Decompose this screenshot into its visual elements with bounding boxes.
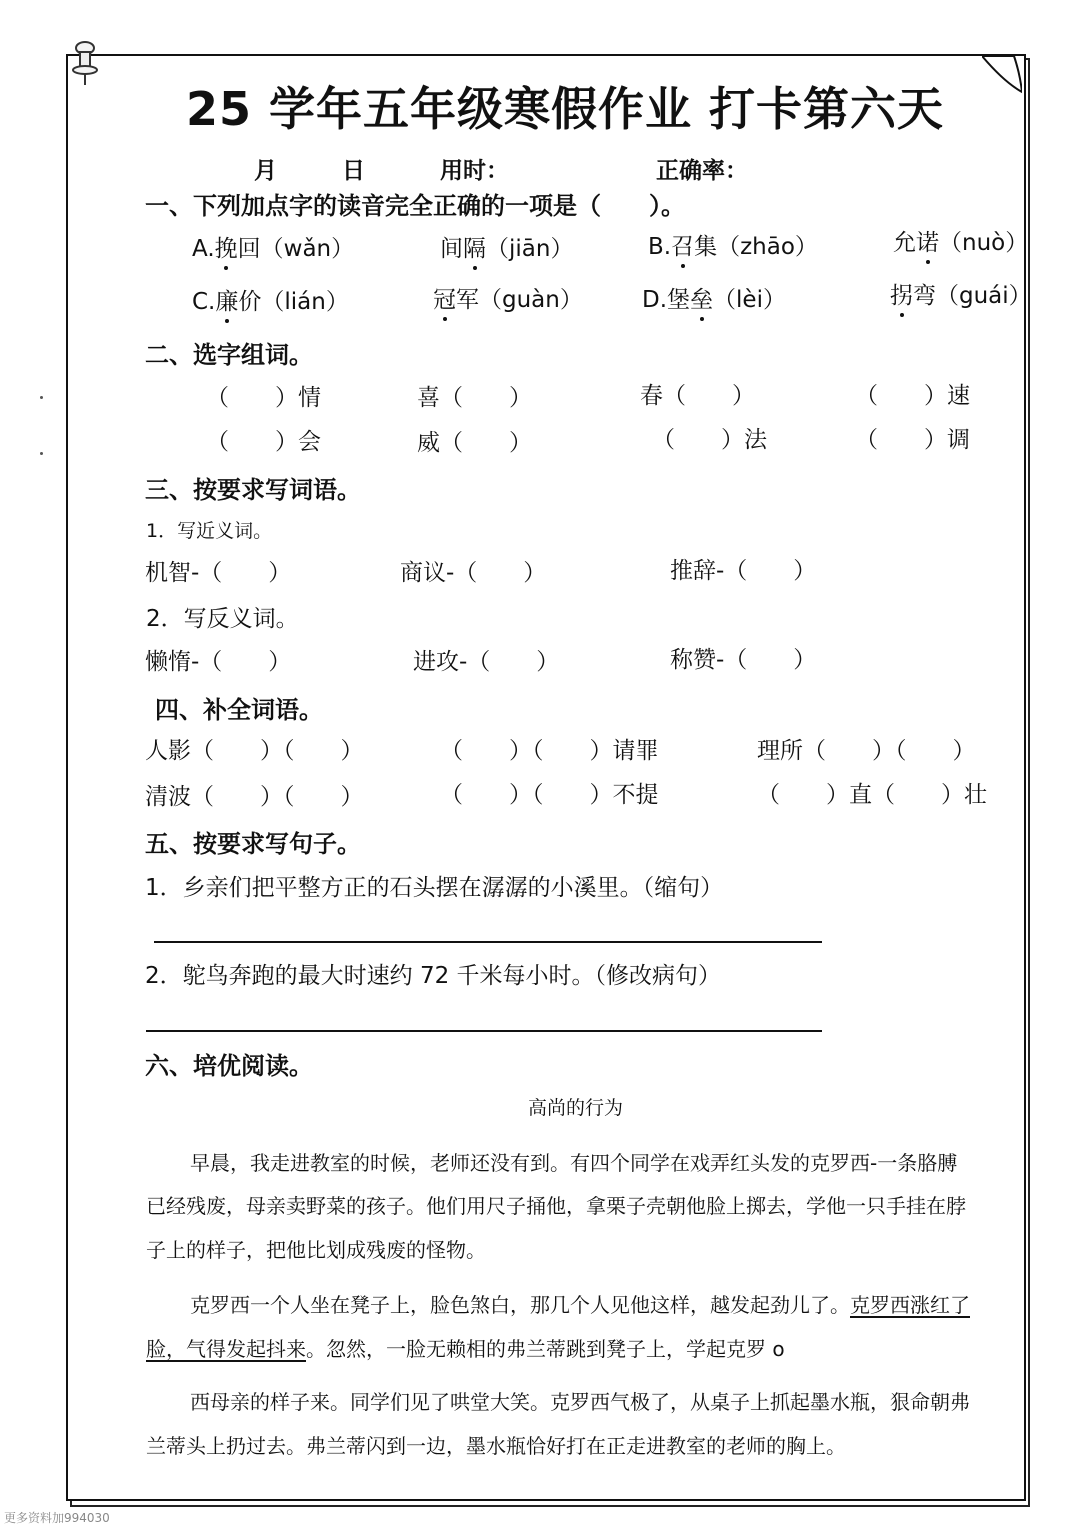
idiom-blank: 清波（ ）（ ） <box>145 784 364 810</box>
underlined-text: 脸，气得发起抖来 <box>146 1337 306 1361</box>
dotted-char: 诺 <box>916 230 939 256</box>
section-1-heading: 一、下列加点字的读音完全正确的一项是（ ）。 <box>145 192 685 220</box>
idiom-blank: （ ）（ ）请罪 <box>440 738 659 764</box>
paragraph-line: 早晨，我走进教室的时候，老师还没有到。有四个同学在戏弄红头发的克罗西-一条胳膊 <box>190 1151 958 1175</box>
sentence-text: 克罗西一个人坐在凳子上，脸色煞白，那几个人见他这样，越发起劲儿了。 <box>190 1293 850 1317</box>
option-d-word1 <box>642 289 786 312</box>
accuracy-label: 正确率： <box>656 158 748 184</box>
option-c-word1 <box>192 291 349 314</box>
watermark-text: 更多资料加994030 <box>4 1511 110 1525</box>
day-label: 日 <box>342 158 365 184</box>
section-6-heading: 六、培优阅读。 <box>145 1052 313 1080</box>
word-rest: 回（wǎn） <box>237 236 355 262</box>
antonym-item: 称赞-（ ） <box>670 647 817 673</box>
option-b-word1 <box>648 236 818 259</box>
fill-blank: 喜（ ） <box>417 385 532 411</box>
sentence-question-2: 2．鸵鸟奔跑的最大时速约 72 千米每小时。（修改病句） <box>145 963 722 989</box>
time-label: 用时： <box>440 158 509 184</box>
paragraph-line: 西母亲的样子来。同学们见了哄堂大笑。克罗西气极了，从桌子上抓起墨水瓶，狠命朝弗 <box>190 1390 970 1414</box>
antonym-item: 进攻-（ ） <box>413 649 560 675</box>
option-d-word2 <box>890 285 1032 308</box>
word-rest: 价（lián） <box>238 289 349 315</box>
option-a-word2 <box>440 238 573 261</box>
page-title: 25 学年五年级寒假作业 打卡第六天 <box>186 82 945 136</box>
dotted-char: 垒 <box>690 287 714 313</box>
paragraph-line: 兰蒂头上扔过去。弗兰蒂闪到一边，墨水瓶恰好打在正走进教室的老师的胸上。 <box>146 1434 846 1458</box>
option-label: A. <box>192 236 215 262</box>
word-rest: （nuò） <box>939 230 1029 256</box>
section-4-heading: 四、补全词语。 <box>155 696 323 724</box>
month-label: 月 <box>254 158 277 184</box>
word-rest: 弯（guái） <box>913 283 1032 309</box>
section-3-heading: 三、按要求写词语。 <box>145 476 361 504</box>
fill-blank: （ ）速 <box>855 383 970 409</box>
word-char: 堡 <box>667 287 691 313</box>
fill-blank: 春（ ） <box>640 383 755 409</box>
antonym-question: 2．写反义词。 <box>146 606 299 632</box>
fill-blank: （ ）情 <box>206 385 321 411</box>
word-char: 允 <box>893 230 916 256</box>
scan-speck <box>40 452 43 455</box>
answer-line[interactable] <box>154 941 822 943</box>
underlined-text: 克罗西涨红了 <box>850 1293 970 1317</box>
synonym-item: 机智-（ ） <box>145 560 292 586</box>
option-label: B. <box>648 234 672 260</box>
option-label: C. <box>192 289 216 315</box>
synonym-item: 商议-（ ） <box>400 560 547 586</box>
word-rest: 军（guàn） <box>456 287 583 313</box>
answer-line[interactable] <box>146 1030 822 1032</box>
paragraph-line <box>146 1339 785 1359</box>
word-rest: （jiān） <box>486 236 574 262</box>
word-rest: 集（zhāo） <box>694 234 818 260</box>
story-title: 高尚的行为 <box>528 1097 624 1119</box>
dotted-char: 隔 <box>463 236 486 262</box>
paragraph-line: 已经残废，母亲卖野菜的孩子。他们用尺子捅他，拿栗子壳朝他脸上掷去，学他一只手挂在脖 <box>146 1194 966 1218</box>
page-frame <box>66 54 1029 1501</box>
dotted-char: 拐 <box>890 283 913 309</box>
idiom-blank: 人影（ ）（ ） <box>145 738 364 764</box>
dotted-char: 冠 <box>433 287 456 313</box>
word-rest: （lèi） <box>713 287 786 313</box>
dotted-char: 挽 <box>214 236 238 262</box>
fill-blank: 威（ ） <box>417 430 532 456</box>
option-c-word2 <box>433 289 583 312</box>
fill-blank: （ ）法 <box>652 427 767 453</box>
synonym-item: 推辞-（ ） <box>670 558 817 584</box>
paragraph-line <box>190 1295 970 1315</box>
dotted-char: 廉 <box>215 289 239 315</box>
idiom-blank: （ ）直（ ）壮 <box>757 782 987 808</box>
idiom-blank: 理所（ ）（ ） <box>757 738 976 764</box>
option-b-word2 <box>893 232 1028 255</box>
fill-blank: （ ）会 <box>206 429 321 455</box>
sentence-question-1: 1．乡亲们把平整方正的石头摆在潺潺的小溪里。（缩句） <box>145 875 724 901</box>
option-label: D. <box>642 287 668 313</box>
pushpin-icon <box>70 40 100 86</box>
section-2-heading: 二、选字组词。 <box>145 341 313 369</box>
sentence-text: 。忽然，一脸无赖相的弗兰蒂跳到凳子上，学起克罗 o <box>306 1337 785 1361</box>
scan-speck <box>40 396 43 399</box>
paragraph-line: 子上的样子，把他比划成残废的怪物。 <box>146 1238 486 1262</box>
dotted-char: 召 <box>671 234 695 260</box>
idiom-blank: （ ）（ ）不提 <box>440 782 659 808</box>
section-5-heading: 五、按要求写句子。 <box>145 830 361 858</box>
option-a-word1 <box>192 238 354 261</box>
word-char: 间 <box>440 236 463 262</box>
page-curl-icon <box>982 54 1022 94</box>
fill-blank: （ ）调 <box>855 427 970 453</box>
antonym-item: 懒惰-（ ） <box>145 649 292 675</box>
synonym-question: 1．写近义词。 <box>146 520 273 542</box>
